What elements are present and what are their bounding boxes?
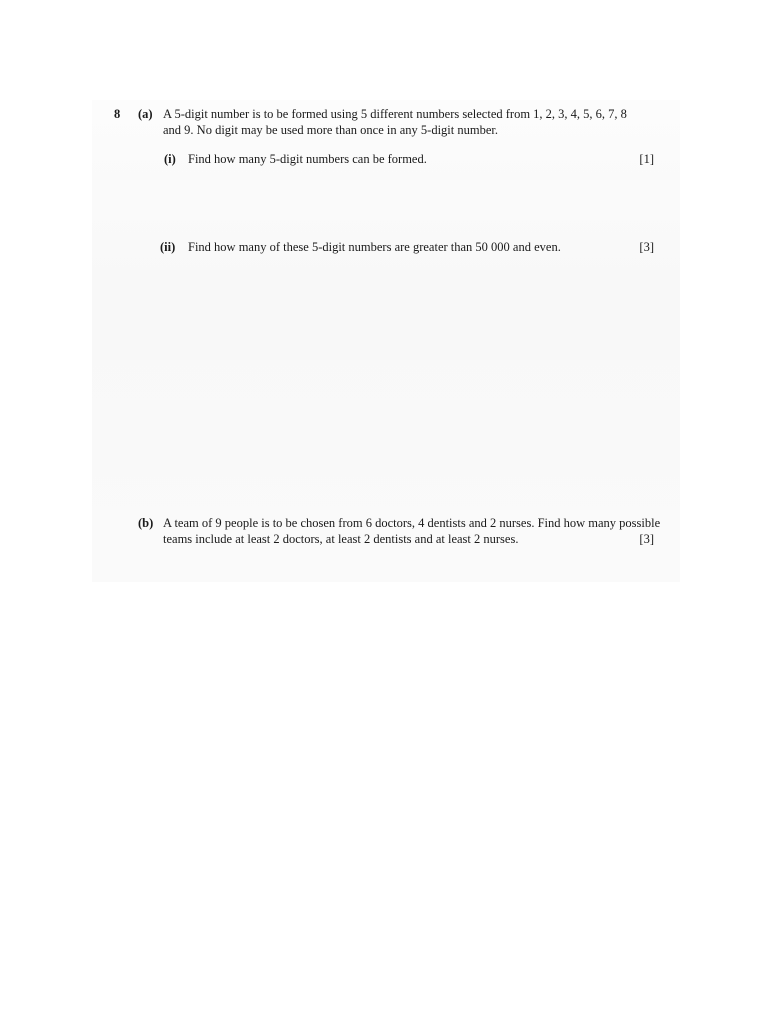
part-a-ii-text: Find how many of these 5-digit numbers are greater than 50 000 and even. — [188, 240, 561, 254]
part-b-marks: [3] — [639, 532, 654, 546]
part-b-text-line2: teams include at least 2 doctors, at least 2 dentists and at least 2 nurses. — [163, 532, 519, 546]
part-a-label: (a) — [138, 107, 153, 121]
part-a-i-label: (i) — [164, 152, 176, 166]
part-a-text-line1: A 5-digit number is to be formed using 5 different numbers selected from 1, 2, 3, 4, 5, 6, 7, 8 — [163, 107, 627, 121]
part-b-label: (b) — [138, 516, 154, 530]
part-a-ii-label: (ii) — [160, 240, 176, 254]
scanned-region — [92, 100, 680, 582]
question-number: 8 — [114, 107, 121, 121]
part-a-text-line2: and 9. No digit may be used more than once in any 5-digit number. — [163, 123, 498, 137]
part-a-i-marks: [1] — [639, 152, 654, 166]
part-a-i-text: Find how many 5-digit numbers can be formed. — [188, 152, 427, 166]
part-a-ii-marks: [3] — [639, 240, 654, 254]
part-b-text-line1: A team of 9 people is to be chosen from 6 doctors, 4 dentists and 2 nurses. Find how many possible — [163, 516, 661, 530]
